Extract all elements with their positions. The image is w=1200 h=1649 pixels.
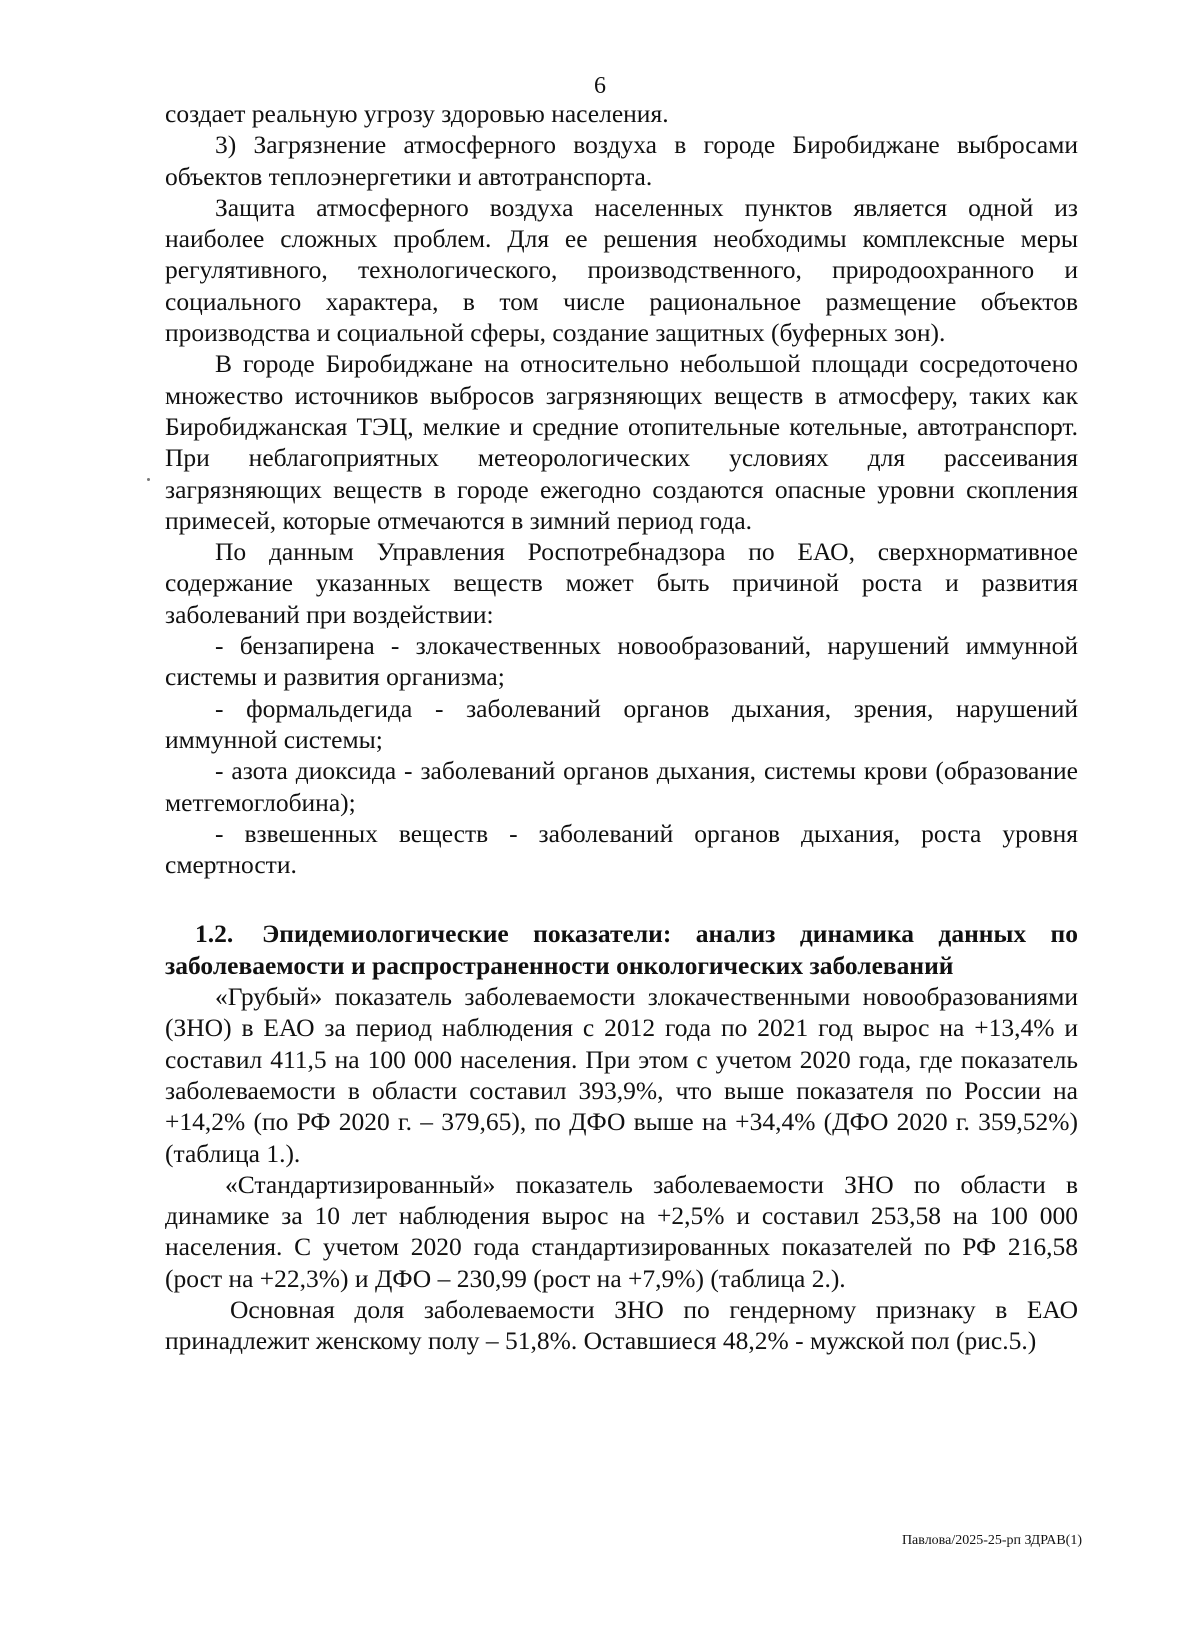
- paragraph: Основная доля заболеваемости ЗНО по гендерному признаку в ЕАО принадлежит женскому полу – 51,8%. Оставшиеся 48,2% - мужской пол (рис.5.): [165, 1294, 1078, 1356]
- paragraph: «Стандартизированный» показатель заболеваемости ЗНО по области в динамике за 10 лет наблюдения вырос на +2,5% и составил 253,58 на 100 000 населения. С учетом 2020 года стандартизированных показателей по РФ 216,58 (рост на +22,3%) и ДФО – 230,99 (рост на +7,9%) (таблица 2.).: [165, 1169, 1078, 1293]
- list-item: - азота диоксида - заболеваний органов дыхания, системы крови (образование метгемоглобина);: [165, 756, 1078, 817]
- section-title: Эпидемиологические показатели: анализ динамика данных по заболеваемости и распространенности онкологических заболеваний: [165, 919, 1078, 980]
- paragraph: По данным Управления Роспотребнадзора по ЕАО, сверхнормативное содержание указанных веществ может быть причиной роста и развития заболеваний при воздействии:: [165, 537, 1078, 629]
- section-heading: [165, 918, 1078, 981]
- list-item: - формальдегида - заболеваний органов дыхания, зрения, нарушений иммунной системы;: [165, 693, 1078, 754]
- document-body: [165, 98, 1078, 1357]
- paragraph: 3) Загрязнение атмосферного воздуха в городе Биробиджане выбросами объектов теплоэнергетики и автотранспорта.: [165, 130, 1078, 191]
- list-item: - бензапирена - злокачественных новообразований, нарушений иммунной системы и развития организма;: [165, 631, 1078, 692]
- list-item: - взвешенных веществ - заболеваний органов дыхания, роста уровня смертности.: [165, 818, 1078, 880]
- paragraph: В городе Биробиджане на относительно небольшой площади сосредоточено множество источников выбросов загрязняющих веществ в атмосферу, таких как Биробиджанская ТЭЦ, мелкие и средние отопительные котельные, автотранспорт. При неблагоприятных метеорологических условиях для рассеивания загрязняющих веществ в городе ежегодно создаются опасные уровни скопления примесей, которые отмечаются в зимний период года.: [165, 349, 1078, 535]
- footer-reference: Павлова/2025-25-рп ЗДРАВ(1): [901, 1533, 1082, 1548]
- scan-speck: [147, 478, 150, 481]
- page-number: 6: [594, 73, 606, 99]
- paragraph: Защита атмосферного воздуха населенных пунктов является одной из наиболее сложных проблем. Для ее решения необходимы комплексные меры регулятивного, технологического, производственного, природоохранного и социального характера, в том числе рациональное размещение объектов производства и социальной сферы, создание защитных (буферных зон).: [165, 192, 1078, 348]
- paragraph: создает реальную угрозу здоровью населения.: [165, 99, 669, 128]
- paragraph: «Грубый» показатель заболеваемости злокачественными новообразованиями (ЗНО) в ЕАО за период наблюдения с 2012 года по 2021 год вырос на +13,4% и составил 411,5 на 100 000 населения. При этом с учетом 2020 года, где показатель заболеваемости в области составил 393,9%, что выше показателя по России на +14,2% (по РФ 2020 г. – 379,65), по ДФО выше на +34,4% (ДФО 2020 г. 359,52%) (таблица 1.).: [165, 982, 1078, 1168]
- section-number: 1.2.: [195, 919, 234, 949]
